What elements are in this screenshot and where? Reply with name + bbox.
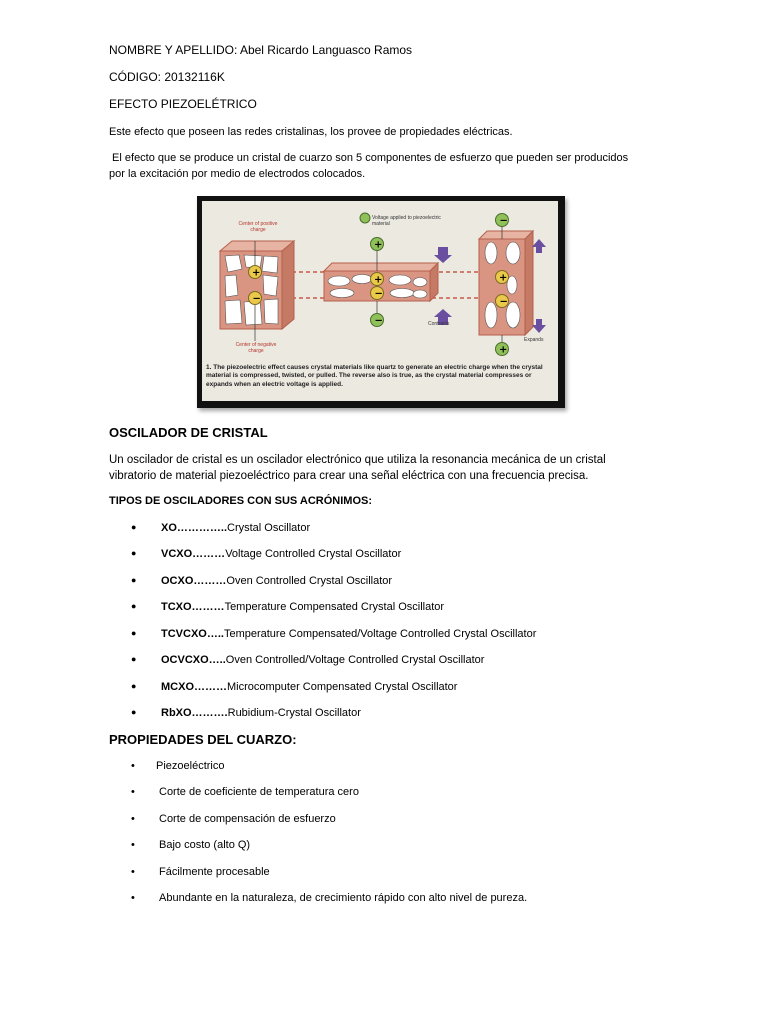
- svg-text:+: +: [252, 267, 261, 279]
- bullet-icon: •: [131, 760, 135, 772]
- svg-text:+: +: [374, 274, 383, 286]
- acronym: VCXO………: [161, 548, 226, 560]
- label-center-negative: Center of negative charge: [235, 342, 277, 354]
- name-line: NOMBRE Y APELLIDO: Abel Ricardo Languasco Ramos: [109, 43, 413, 57]
- svg-text:−: −: [252, 293, 261, 305]
- property-text: Piezoeléctrico: [156, 760, 225, 772]
- acronym-description: Temperature Compensated/Voltage Controlled Crystal Oscillator: [223, 628, 537, 640]
- bullet-icon: ●: [131, 628, 137, 638]
- svg-text:−: −: [374, 315, 383, 327]
- acronym: TCVCXO…..: [161, 628, 224, 640]
- acronym: OCVCXO…..: [161, 654, 226, 666]
- paragraph-oscillator-b: vibratorio de material piezoeléctrico para crear una señal eléctrica con una frecuencia precisa.: [109, 470, 589, 482]
- bullet-icon: •: [131, 813, 135, 825]
- bullet-icon: ●: [131, 548, 137, 558]
- acronym-description: Microcomputer Compensated Crystal Oscillator: [227, 681, 458, 693]
- label-voltage-applied: Voltage applied to piezoelectric material: [372, 215, 441, 227]
- acronym: XO…………..: [161, 522, 228, 534]
- property-text: Abundante en la naturaleza, de crecimiento rápido con alto nivel de pureza.: [159, 892, 528, 904]
- svg-text:+: +: [499, 344, 508, 356]
- svg-text:+: +: [499, 272, 508, 284]
- acronym-description: Oven Controlled/Voltage Controlled Crystal Oscillator: [225, 654, 485, 666]
- property-text: Bajo costo (alto Q): [159, 839, 251, 851]
- crystal-column-right: [479, 214, 546, 356]
- acronym: MCXO………: [161, 681, 227, 693]
- bullet-icon: ●: [131, 575, 137, 585]
- property-text: Corte de coeficiente de temperatura cero: [159, 786, 359, 798]
- bullet-icon: •: [131, 839, 135, 851]
- svg-text:−: −: [499, 296, 508, 308]
- label-contracts: Contracts: [428, 321, 450, 327]
- svg-text:−: −: [374, 288, 383, 300]
- bullet-icon: •: [131, 866, 135, 878]
- subtitle-oscillator-types: TIPOS DE OSCILADORES CON SUS ACRÓNIMOS:: [109, 495, 373, 507]
- bullet-icon: ●: [131, 601, 137, 611]
- bullet-icon: ●: [131, 654, 137, 664]
- acronym: TCXO………: [161, 601, 225, 613]
- piezoelectric-figure: [197, 196, 565, 408]
- bullet-icon: ●: [131, 681, 137, 691]
- property-text: Fácilmente procesable: [159, 866, 270, 878]
- acronym-description: Temperature Compensated Crystal Oscillator: [224, 601, 445, 613]
- paragraph-piezo-2a: El efecto que se produce un cristal de cuarzo son 5 componentes de esfuerzo que pueden ser producidos: [109, 152, 629, 164]
- acronym: RbXO……….: [161, 707, 228, 719]
- svg-text:+: +: [374, 239, 383, 251]
- bullet-icon: •: [131, 786, 135, 798]
- label-center-positive: Center of positive charge: [238, 221, 278, 233]
- crystal-cube-left: [220, 241, 294, 341]
- section-title-quartz: PROPIEDADES DEL CUARZO:: [109, 732, 297, 747]
- acronym-description: Oven Controlled Crystal Oscillator: [226, 575, 393, 587]
- crystal-bar-middle: [324, 213, 452, 327]
- acronym-description: Rubidium-Crystal Oscillator: [227, 707, 361, 719]
- acronym: OCXO………: [161, 575, 227, 587]
- bullet-icon: ●: [131, 522, 137, 532]
- figure-caption: 1. The piezoelectric effect causes crystal materials like quartz to generate an electric charge when the crystal material is compressed, twisted, or pulled. The reverse also is true, as the crystal material compresses or expands when an electric voltage is applied.: [206, 364, 543, 388]
- svg-text:−: −: [499, 215, 508, 227]
- section-title-oscillator: OSCILADOR DE CRISTAL: [109, 425, 268, 440]
- bullet-icon: ●: [131, 707, 137, 717]
- code-line: CÓDIGO: 20132116K: [109, 70, 225, 84]
- property-text: Corte de compensación de esfuerzo: [159, 813, 336, 825]
- bullet-icon: •: [131, 892, 135, 904]
- paragraph-piezo-1: Este efecto que poseen las redes cristalinas, los provee de propiedades eléctricas.: [109, 126, 513, 138]
- paragraph-piezo-2b: por la excitación por medio de electrodos colocados.: [109, 168, 366, 180]
- acronym-description: Crystal Oscillator: [227, 522, 311, 534]
- section-title-piezo: EFECTO PIEZOELÉTRICO: [109, 97, 257, 111]
- paragraph-oscillator-a: Un oscilador de cristal es un oscilador electrónico que utiliza la resonancia mecánica de un cristal: [109, 454, 606, 466]
- acronym-description: Voltage Controlled Crystal Oscillator: [225, 548, 402, 560]
- label-expands: Expands: [524, 337, 544, 343]
